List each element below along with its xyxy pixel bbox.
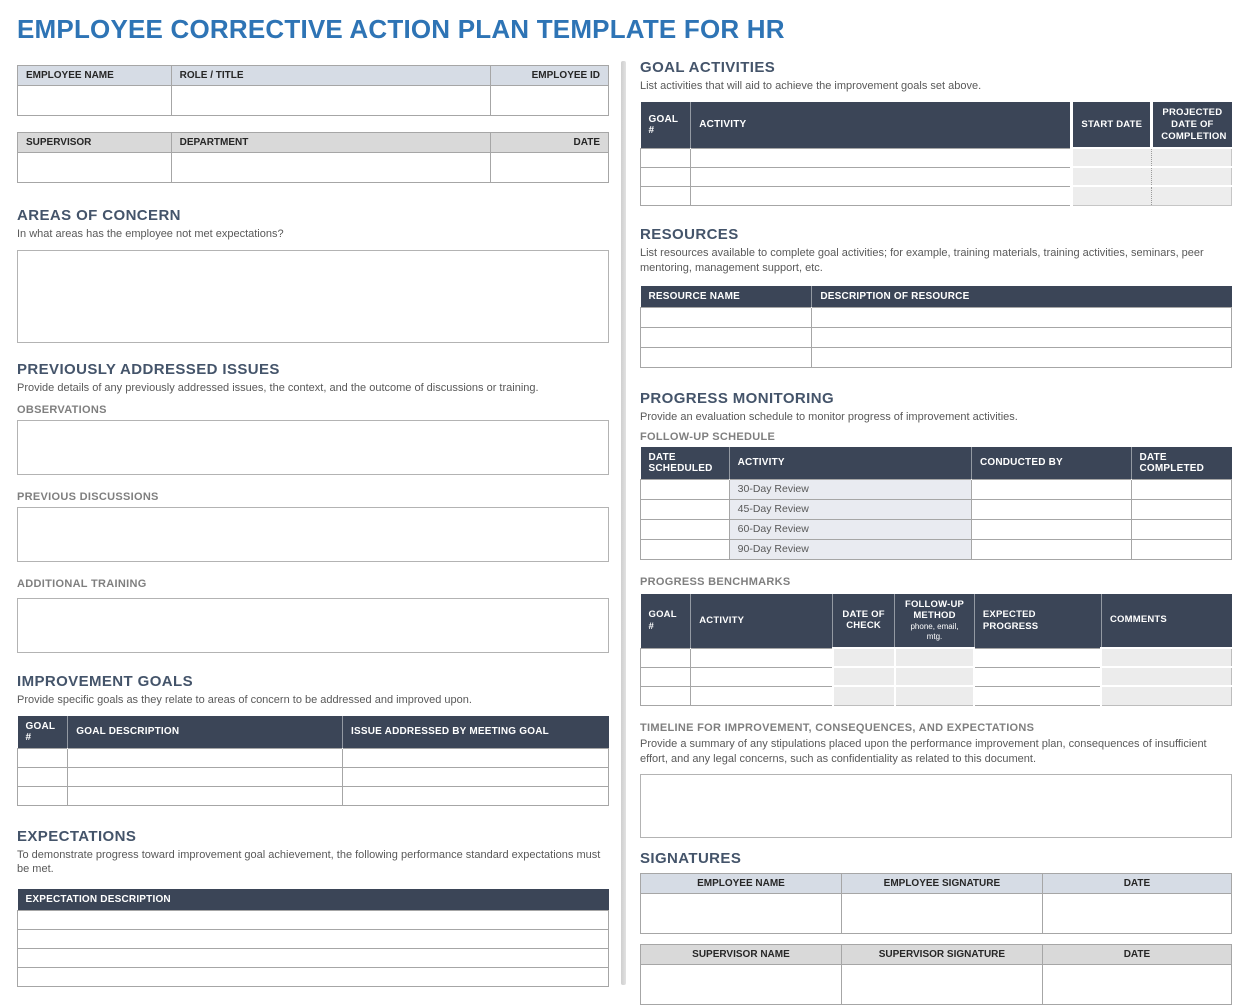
employee-signature-header: EMPLOYEE SIGNATURE: [841, 874, 1042, 894]
date-header: DATE: [490, 133, 608, 153]
employee-id-field[interactable]: [490, 86, 608, 116]
table-row: [641, 686, 1232, 705]
goal-number-header: GOAL #: [641, 102, 691, 149]
supervisor-signature-header: SUPERVISOR SIGNATURE: [841, 945, 1042, 965]
column-divider: [621, 61, 626, 985]
observations-subheading: OBSERVATIONS: [17, 403, 107, 416]
resources-description: List resources available to complete goal activities; for example, training materials, training activities, seminars, peer mentoring, management support, etc.: [640, 246, 1204, 274]
table-row: [18, 911, 609, 930]
table-row: [641, 307, 1232, 327]
page-title: EMPLOYEE CORRECTIVE ACTION PLAN TEMPLATE FOR HR: [17, 14, 785, 44]
resources-heading: RESOURCES: [640, 225, 739, 243]
additional-training-field[interactable]: [17, 598, 609, 653]
table-row: [641, 327, 1232, 347]
table-row: [641, 894, 1232, 934]
start-date-header: START DATE: [1072, 102, 1152, 149]
previous-discussions-field[interactable]: [17, 507, 609, 562]
progress-benchmarks-table: [640, 594, 1232, 706]
table-row: [641, 499, 1232, 519]
supervisor-sign-date-field[interactable]: [1042, 965, 1231, 1005]
improvement-goals-description: Provide specific goals as they relate to areas of concern to be addressed and improved upon.: [17, 693, 472, 706]
date-field[interactable]: [490, 153, 608, 183]
role-title-field[interactable]: [171, 86, 490, 116]
observations-field[interactable]: [17, 420, 609, 475]
signatures-heading: SIGNATURES: [640, 850, 742, 868]
date-scheduled-header: DATE SCHEDULED: [641, 447, 730, 480]
resource-description-header: DESCRIPTION OF RESOURCE: [812, 286, 1232, 308]
employee-signature-field[interactable]: [841, 894, 1042, 934]
projected-completion-header: PROJECTED DATE OF COMPLETION: [1152, 102, 1232, 149]
employee-info-table: [17, 65, 609, 116]
follow-up-method-header: FOLLOW-UP METHOD phone, email, mtg.: [895, 594, 975, 649]
review-activity-label: 90-Day Review: [729, 539, 971, 559]
table-row: [641, 347, 1232, 367]
two-column-layout: [17, 59, 1249, 1005]
improvement-goals-table: [17, 716, 609, 806]
table-row: [641, 648, 1232, 667]
review-activity-label: 60-Day Review: [729, 519, 971, 539]
date-of-check-header: DATE OF CHECK: [833, 594, 895, 649]
resources-table: [640, 286, 1232, 368]
activity-header: ACTIVITY: [691, 102, 1072, 149]
table-row: [641, 479, 1232, 499]
supervisor-field[interactable]: [18, 153, 172, 183]
table-row: [18, 748, 609, 767]
supervisor-signature-table: [640, 944, 1232, 1005]
previously-addressed-heading: PREVIOUSLY ADDRESSED ISSUES: [17, 360, 280, 378]
previously-addressed-description: Provide details of any previously addressed issues, the context, and the outcome of discussions or training.: [17, 381, 539, 394]
previous-discussions-subheading: PREVIOUS DISCUSSIONS: [17, 490, 159, 503]
employee-name-field[interactable]: [641, 894, 842, 934]
table-row: [18, 786, 609, 805]
employee-name-header: EMPLOYEE NAME: [18, 66, 172, 86]
table-row: [641, 519, 1232, 539]
table-row: [18, 968, 609, 987]
table-row: [18, 930, 609, 949]
goal-number-header: GOAL #: [641, 594, 691, 649]
employee-sign-date-field[interactable]: [1042, 894, 1231, 934]
expectation-description-header: EXPECTATION DESCRIPTION: [18, 889, 609, 911]
employee-name-field[interactable]: [18, 86, 172, 116]
table-row: [18, 767, 609, 786]
goal-activities-table: [640, 102, 1232, 206]
activity-header: ACTIVITY: [691, 594, 833, 649]
conducted-by-header: CONDUCTED BY: [971, 447, 1131, 480]
areas-of-concern-description: In what areas has the employee not met expectations?: [17, 228, 284, 240]
employee-name-header: EMPLOYEE NAME: [641, 874, 842, 894]
expected-progress-header: EXPECTED PROGRESS: [974, 594, 1101, 649]
goal-number-header: GOAL #: [18, 716, 68, 749]
comments-header: COMMENTS: [1101, 594, 1231, 649]
follow-up-schedule-subheading: FOLLOW-UP SCHEDULE: [640, 430, 776, 443]
resource-name-header: RESOURCE NAME: [641, 286, 812, 308]
goal-activities-description: List activities that will aid to achieve the improvement goals set above.: [640, 80, 982, 92]
areas-of-concern-heading: AREAS OF CONCERN: [17, 207, 181, 224]
table-row: [641, 667, 1232, 686]
date-header: DATE: [1042, 874, 1231, 894]
supervisor-name-field[interactable]: [641, 965, 842, 1005]
review-activity-label: 45-Day Review: [729, 499, 971, 519]
additional-training-subheading: ADDITIONAL TRAINING: [17, 577, 147, 590]
department-field[interactable]: [171, 153, 490, 183]
expectations-description: To demonstrate progress toward improvement goal achievement, the following performance standard expectations must be met.: [17, 848, 601, 876]
left-column: [17, 59, 609, 1005]
supervisor-header: SUPERVISOR: [18, 133, 172, 153]
timeline-field[interactable]: [640, 774, 1232, 838]
improvement-goals-heading: IMPROVEMENT GOALS: [17, 672, 193, 690]
progress-benchmarks-subheading: PROGRESS BENCHMARKS: [640, 575, 791, 588]
supervisor-name-header: SUPERVISOR NAME: [641, 945, 842, 965]
right-column: [640, 59, 1232, 1005]
table-row: [18, 949, 609, 968]
supervisor-info-table: [17, 132, 609, 183]
date-header: DATE: [1042, 945, 1231, 965]
areas-of-concern-field[interactable]: [17, 250, 609, 343]
timeline-subheading: TIMELINE FOR IMPROVEMENT, CONSEQUENCES, AND EXPECTATIONS: [640, 721, 1035, 734]
table-row: [641, 148, 1232, 167]
goal-activities-heading: GOAL ACTIVITIES: [640, 59, 776, 76]
review-activity-label: 30-Day Review: [729, 479, 971, 499]
follow-up-method-note: phone, email, mtg.: [910, 622, 959, 642]
employee-signature-table: [640, 873, 1232, 934]
employee-id-header: EMPLOYEE ID: [490, 66, 608, 86]
table-row: [641, 539, 1232, 559]
expectations-heading: EXPECTATIONS: [17, 827, 137, 845]
timeline-description: Provide a summary of any stipulations placed upon the performance improvement plan, consequences of insufficient effort, and any legal concerns, such as confidentiality as related to this document.: [640, 737, 1207, 765]
activity-header: ACTIVITY: [729, 447, 971, 480]
department-header: DEPARTMENT: [171, 133, 490, 153]
progress-monitoring-description: Provide an evaluation schedule to monitor progress of improvement activities.: [640, 410, 1018, 423]
table-row: [641, 965, 1232, 1005]
table-row: [641, 167, 1232, 186]
date-completed-header: DATE COMPLETED: [1131, 447, 1232, 480]
table-row: [641, 186, 1232, 205]
progress-monitoring-heading: PROGRESS MONITORING: [640, 389, 835, 407]
issue-addressed-header: ISSUE ADDRESSED BY MEETING GOAL: [343, 716, 609, 749]
role-title-header: ROLE / TITLE: [171, 66, 490, 86]
follow-up-schedule-table: [640, 447, 1232, 560]
supervisor-signature-field[interactable]: [841, 965, 1042, 1005]
goal-description-header: GOAL DESCRIPTION: [68, 716, 343, 749]
